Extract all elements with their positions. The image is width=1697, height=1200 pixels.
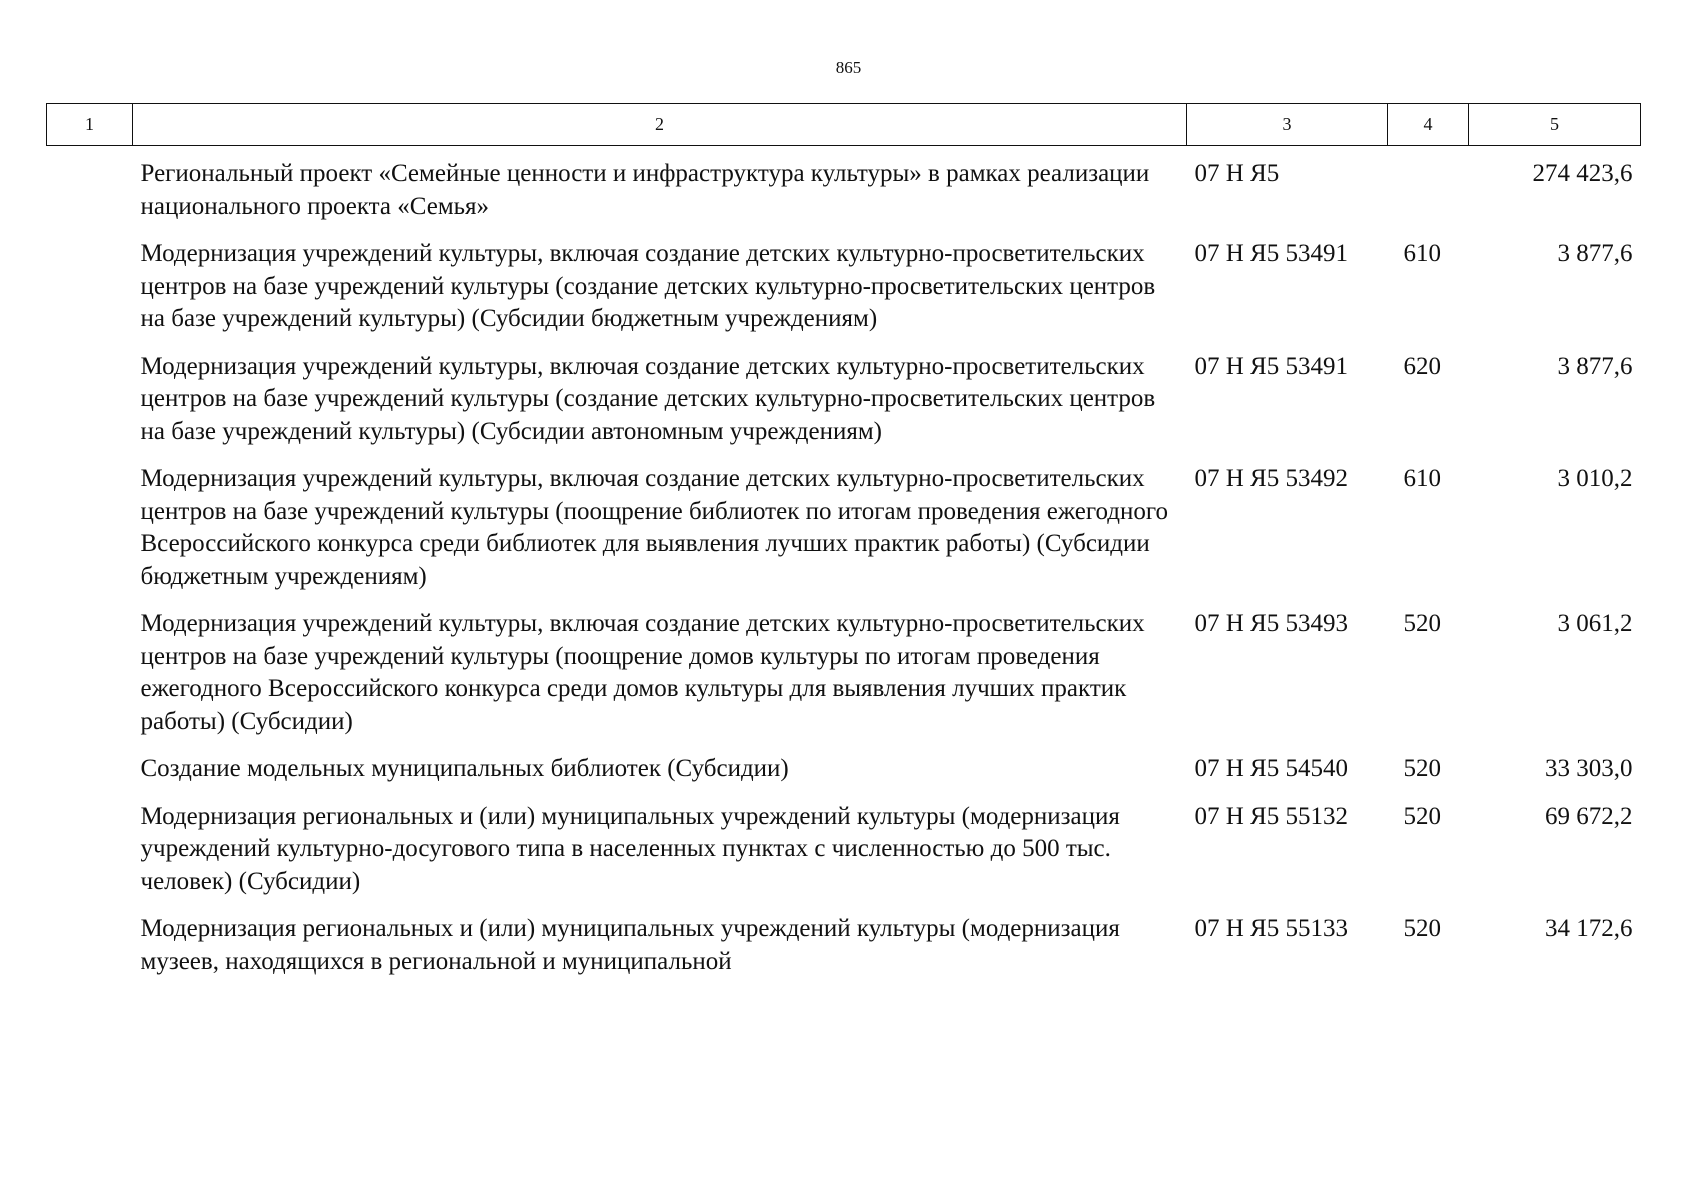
row-description: Модернизация региональных и (или) муниципальных учреждений культуры (модернизация учреждений культурно-досугового типа в населенных пунктах с численностью до 500 тыс. человек) (Субсидии) <box>140 802 1120 895</box>
table-row <box>47 801 1641 914</box>
row-number-cell <box>47 913 133 978</box>
row-description: Создание модельных муниципальных библиотек (Субсидии) <box>140 755 789 782</box>
row-kind: 520 <box>1403 610 1441 637</box>
row-amount: 34 172,6 <box>1545 915 1633 942</box>
row-code: 07 Н Я5 53492 <box>1194 465 1348 492</box>
row-amount: 33 303,0 <box>1545 755 1633 782</box>
row-code: 07 Н Я5 55133 <box>1194 915 1348 942</box>
row-description: Региональный проект «Семейные ценности и инфраструктура культуры» в рамках реализации национального проекта «Семья» <box>140 160 1150 220</box>
row-amount: 3 877,6 <box>1557 240 1633 267</box>
row-code: 07 Н Я5 <box>1194 160 1280 187</box>
row-kind: 610 <box>1403 465 1441 492</box>
row-description: Модернизация региональных и (или) муниципальных учреждений культуры (модернизация музеев, находящихся в региональной и муниципальной <box>140 915 1120 975</box>
row-amount: 69 672,2 <box>1545 802 1633 830</box>
row-kind: 520 <box>1403 755 1441 782</box>
table-row <box>47 463 1641 608</box>
row-description: Модернизация учреждений культуры, включая создание детских культурно-просветительских центров на базе учреждений культуры (поощрение домов культуры по итогам проведения ежегодного Всероссийского конкурса среди домов культуры для выявления лучших практик работы) (Субсидии) <box>140 610 1145 735</box>
row-number-cell <box>47 801 133 914</box>
header-col-5: 5 <box>1469 104 1641 146</box>
row-amount: 3 877,6 <box>1557 352 1633 380</box>
row-number-cell <box>47 146 133 239</box>
header-col-3: 3 <box>1187 104 1388 146</box>
table-row <box>47 913 1641 978</box>
header-row <box>47 104 1641 146</box>
row-kind: 610 <box>1403 240 1441 267</box>
row-description: Модернизация учреждений культуры, включая создание детских культурно-просветительских центров на базе учреждений культуры (поощрение библиотек по итогам проведения ежегодного Всероссийского конкурса среди библиотек для выявления лучших практик работы) (Субсидии бюджетным учреждениям) <box>140 465 1169 590</box>
row-number-cell <box>47 753 133 801</box>
row-amount: 3 061,2 <box>1557 610 1633 637</box>
row-kind: 620 <box>1403 352 1441 380</box>
row-code: 07 Н Я5 53493 <box>1194 610 1348 637</box>
row-code: 07 Н Я5 55132 <box>1194 802 1348 830</box>
header-col-2: 2 <box>133 104 1187 146</box>
header-col-1: 1 <box>47 104 133 146</box>
table-row <box>47 238 1641 351</box>
row-number-cell <box>47 463 133 608</box>
row-number-cell <box>47 608 133 753</box>
budget-table <box>46 103 1641 978</box>
table-row <box>47 146 1641 239</box>
table-body <box>47 146 1641 979</box>
row-number-cell <box>47 238 133 351</box>
table-row <box>47 351 1641 464</box>
row-kind: 520 <box>1403 802 1441 830</box>
row-description: Модернизация учреждений культуры, включая создание детских культурно-просветительских центров на базе учреждений культуры (создание детских культурно-просветительских центров на базе учреждений культуры) (Субсидии бюджетным учреждениям) <box>140 240 1156 332</box>
table-row <box>47 753 1641 801</box>
row-amount: 274 423,6 <box>1532 160 1633 187</box>
table-row <box>47 608 1641 753</box>
row-number-cell <box>47 351 133 464</box>
page-number: 865 <box>835 58 862 77</box>
row-code: 07 Н Я5 53491 <box>1194 240 1348 267</box>
header-col-4: 4 <box>1388 104 1469 146</box>
row-description: Модернизация учреждений культуры, включая создание детских культурно-просветительских центров на базе учреждений культуры (создание детских культурно-просветительских центров на базе учреждений культуры) (Субсидии автономным учреждениям) <box>140 352 1156 445</box>
row-code: 07 Н Я5 53491 <box>1194 352 1348 380</box>
table-header <box>47 104 1641 146</box>
row-code: 07 Н Я5 54540 <box>1194 755 1348 782</box>
row-kind <box>1388 146 1469 239</box>
row-amount: 3 010,2 <box>1557 465 1633 492</box>
row-kind: 520 <box>1403 915 1441 942</box>
